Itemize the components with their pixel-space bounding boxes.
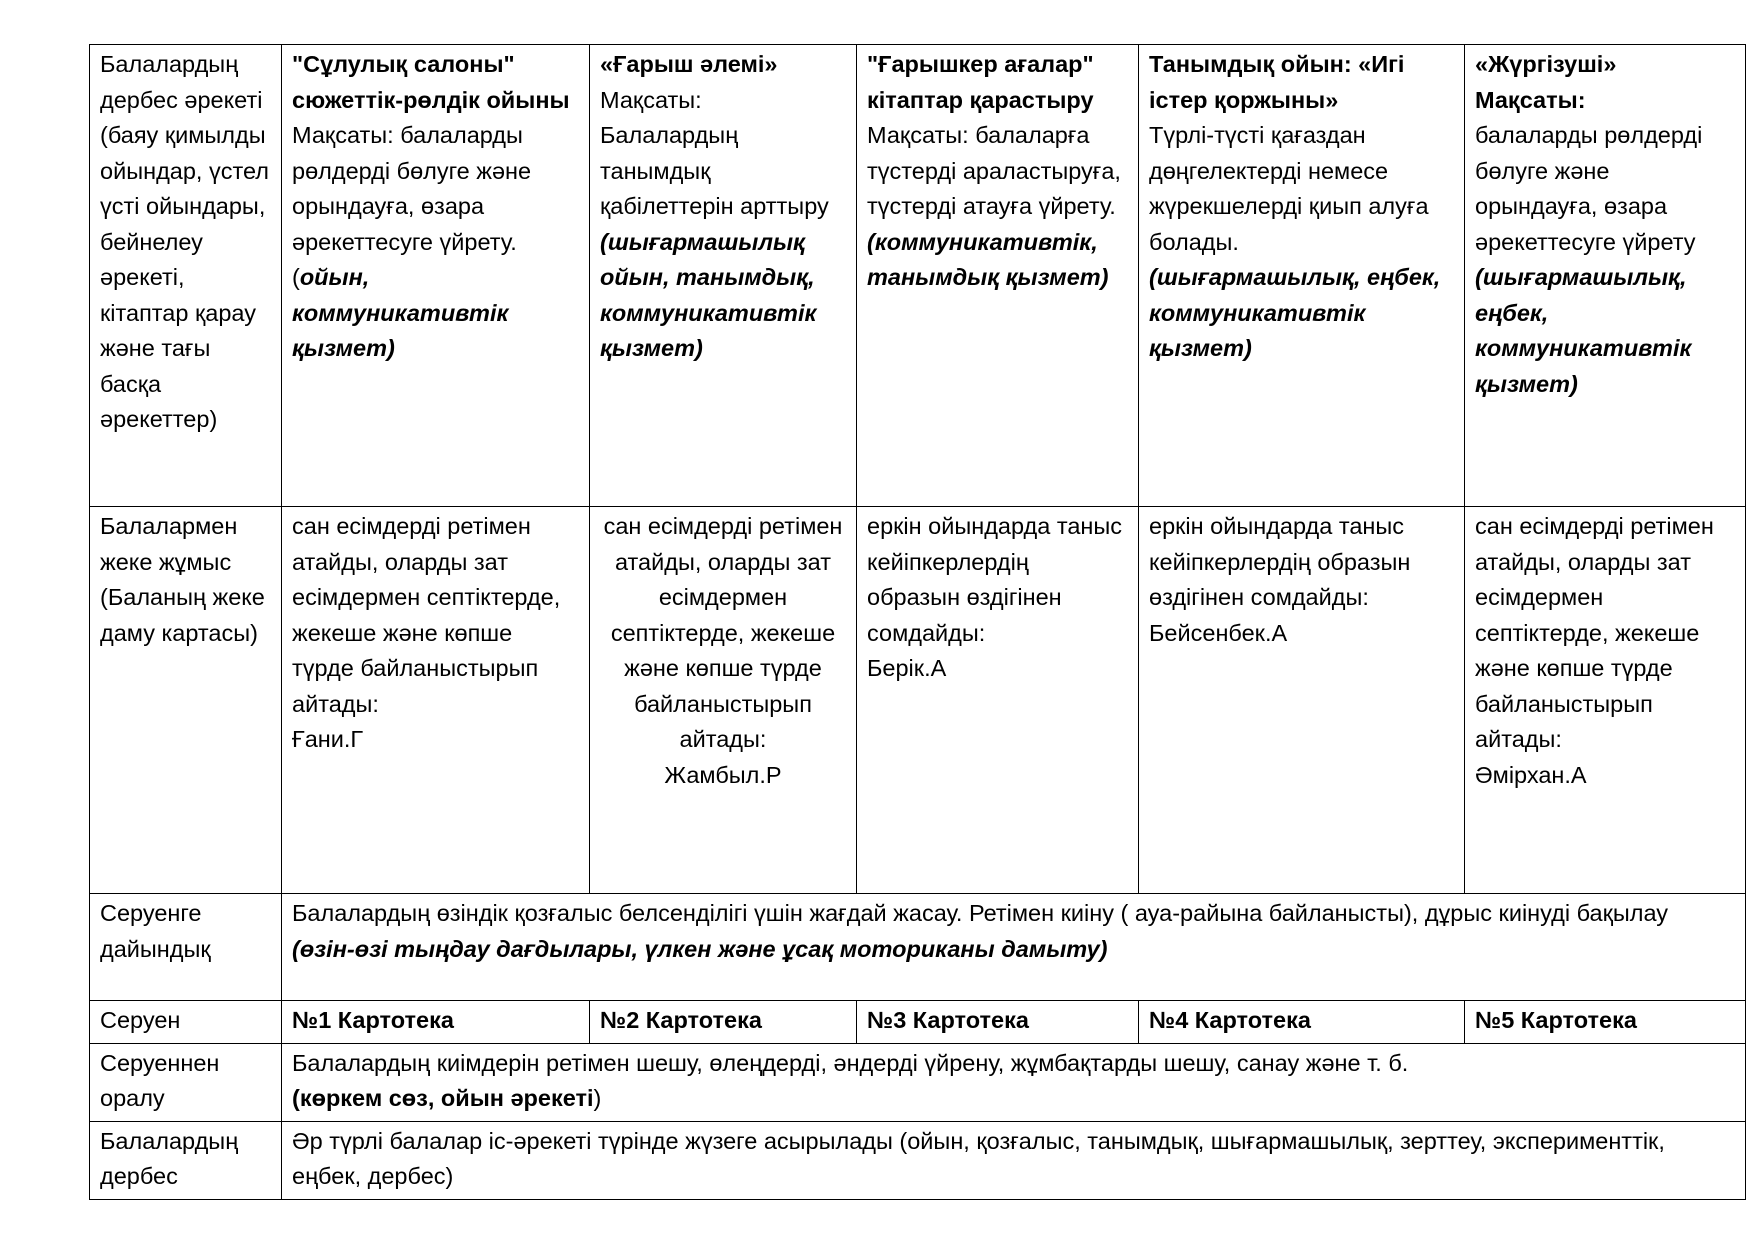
activity-tags: (шығармашылық, еңбек, коммуникативтік қызмет) xyxy=(1475,264,1692,397)
walk-card-5: №5 Картотека xyxy=(1465,1001,1746,1044)
row-label-independent: Балалардың дербес әрекеті (баяу қимылды ойындар, үстел үсті ойындары, бейнелеу әрекеті, кітаптар қарау және тағы басқа әрекеттер) xyxy=(90,45,282,507)
row-label-return: Серуеннен оралу xyxy=(90,1043,282,1121)
child-name: Ғани.Г xyxy=(292,726,364,752)
row-label-walk-prep: Серуенге дайындық xyxy=(90,894,282,1001)
activity-goal: балаларды рөлдерді бөлуге және орындауға, өзара әрекеттесуге үйрету xyxy=(1475,122,1703,255)
row-label-individual: Балалармен жеке жұмыс (Баланың жеке даму картасы) xyxy=(90,507,282,894)
cell-day-3 xyxy=(857,507,1139,894)
cell-return xyxy=(282,1043,1746,1121)
child-name: Бейсенбек.А xyxy=(1149,619,1288,646)
activity-title: "Сұлулық салоны" сюжеттік-рөлдік ойыны xyxy=(292,51,570,113)
cell-day-5 xyxy=(1465,507,1746,894)
walk-card-3: №3 Картотека xyxy=(857,1001,1139,1044)
walk-card-1: №1 Картотека xyxy=(282,1001,590,1044)
cell-day-1 xyxy=(282,507,590,894)
cell-day-4 xyxy=(1139,45,1465,507)
return-tags: (көркем сөз, ойын әрекеті xyxy=(292,1085,594,1111)
table-row xyxy=(90,45,1746,507)
individual-task: еркін ойындарда таныс кейіпкерлердің образын өздігінен сомдайды: xyxy=(867,513,1123,646)
activity-title: «Ғарыш әлемі» xyxy=(600,51,778,77)
walk-prep-tags: (өзін-өзі тыңдау дағдылары, үлкен және ұсақ моториканы дамыту) xyxy=(292,935,1108,962)
activity-tags: ойын, коммуникативтік қызмет) xyxy=(292,264,509,361)
cell-day-4 xyxy=(1139,507,1465,894)
walk-card-2: №2 Картотека xyxy=(590,1001,857,1044)
activity-goal-label: Мақсаты: xyxy=(1475,86,1586,113)
activity-title: Танымдық ойын: «Игі істер қоржыны» xyxy=(1149,51,1405,113)
cell-day-2 xyxy=(590,507,857,894)
individual-task: сан есімдерді ретімен атайды, оларды зат есімдермен септіктерде, жекеше және көпше түрде байланыстырып айтады: xyxy=(1475,513,1714,752)
table-row xyxy=(90,1121,1746,1199)
row-label-independent-2: Балалардың дербес xyxy=(90,1121,282,1199)
close-paren: ) xyxy=(593,1085,602,1111)
table-row xyxy=(90,1043,1746,1121)
activity-goal: Мақсаты: Балалардың танымдық қабілеттерін арттыру xyxy=(600,86,829,219)
individual-task: еркін ойындарда таныс кейіпкерлердің образын өздігінен сомдайды: xyxy=(1149,513,1411,610)
table-row xyxy=(90,507,1746,894)
open-paren: ( xyxy=(292,264,300,290)
activity-goal: Мақсаты: балаларды рөлдерді бөлуге және орындауға, өзара әрекеттесуге үйрету. xyxy=(292,122,532,255)
cell-day-5 xyxy=(1465,45,1746,507)
cell-day-2 xyxy=(590,45,857,507)
daily-plan-table xyxy=(89,44,1746,1200)
activity-title: "Ғарышкер ағалар" кітаптар қарастыру xyxy=(867,51,1094,113)
cell-independent-2: Әр түрлі балалар іс-әрекеті түрінде жүзеге асырылады (ойын, қозғалыс, танымдық, шығармашылық, зерттеу, эксперименттік, еңбек, дербес) xyxy=(282,1121,1746,1199)
cell-day-3 xyxy=(857,45,1139,507)
child-name: Жамбыл.Р xyxy=(664,761,782,788)
table-row xyxy=(90,1001,1746,1044)
child-name: Берік.А xyxy=(867,655,947,681)
activity-goal: Түрлі-түсті қағаздан дөңгелектерді немесе жүрекшелерді қиып алуға болады. xyxy=(1149,122,1429,255)
child-name: Әмірхан.А xyxy=(1475,761,1587,788)
activity-tags: (шығармашылық ойын, танымдық, коммуникативтік қызмет) xyxy=(600,228,817,361)
activity-goal: Мақсаты: балаларға түстерді араластыруға, түстерді атауға үйрету. xyxy=(867,122,1121,219)
individual-task: сан есімдерді ретімен атайды, оларды зат есімдермен септіктерде, жекеше және көпше түрде байланыстырып айтады: xyxy=(603,513,843,752)
individual-task: сан есімдерді ретімен атайды, оларды зат есімдермен септіктерде, жекеше және көпше түрде байланыстырып айтады: xyxy=(292,513,561,717)
activity-tags: (коммуникативтік, танымдық қызмет) xyxy=(867,228,1109,290)
cell-day-1 xyxy=(282,45,590,507)
cell-walk-prep xyxy=(282,894,1746,1001)
table-row xyxy=(90,894,1746,1001)
walk-card-4: №4 Картотека xyxy=(1139,1001,1465,1044)
row-label-walk: Серуен xyxy=(90,1001,282,1044)
activity-tags: (шығармашылық, еңбек, коммуникативтік қызмет) xyxy=(1149,264,1441,361)
return-text: Балалардың киімдерін ретімен шешу, өлеңдерді, әндерді үйрену, жұмбақтарды шешу, санау және т. б. xyxy=(292,1049,1409,1076)
walk-prep-text: Балалардың өзіндік қозғалыс белсенділігі үшін жағдай жасау. Ретімен киіну ( ауа-райына байланысты), дұрыс киінуді бақылау xyxy=(292,900,1669,926)
activity-title: «Жүргізуші» xyxy=(1475,51,1617,77)
